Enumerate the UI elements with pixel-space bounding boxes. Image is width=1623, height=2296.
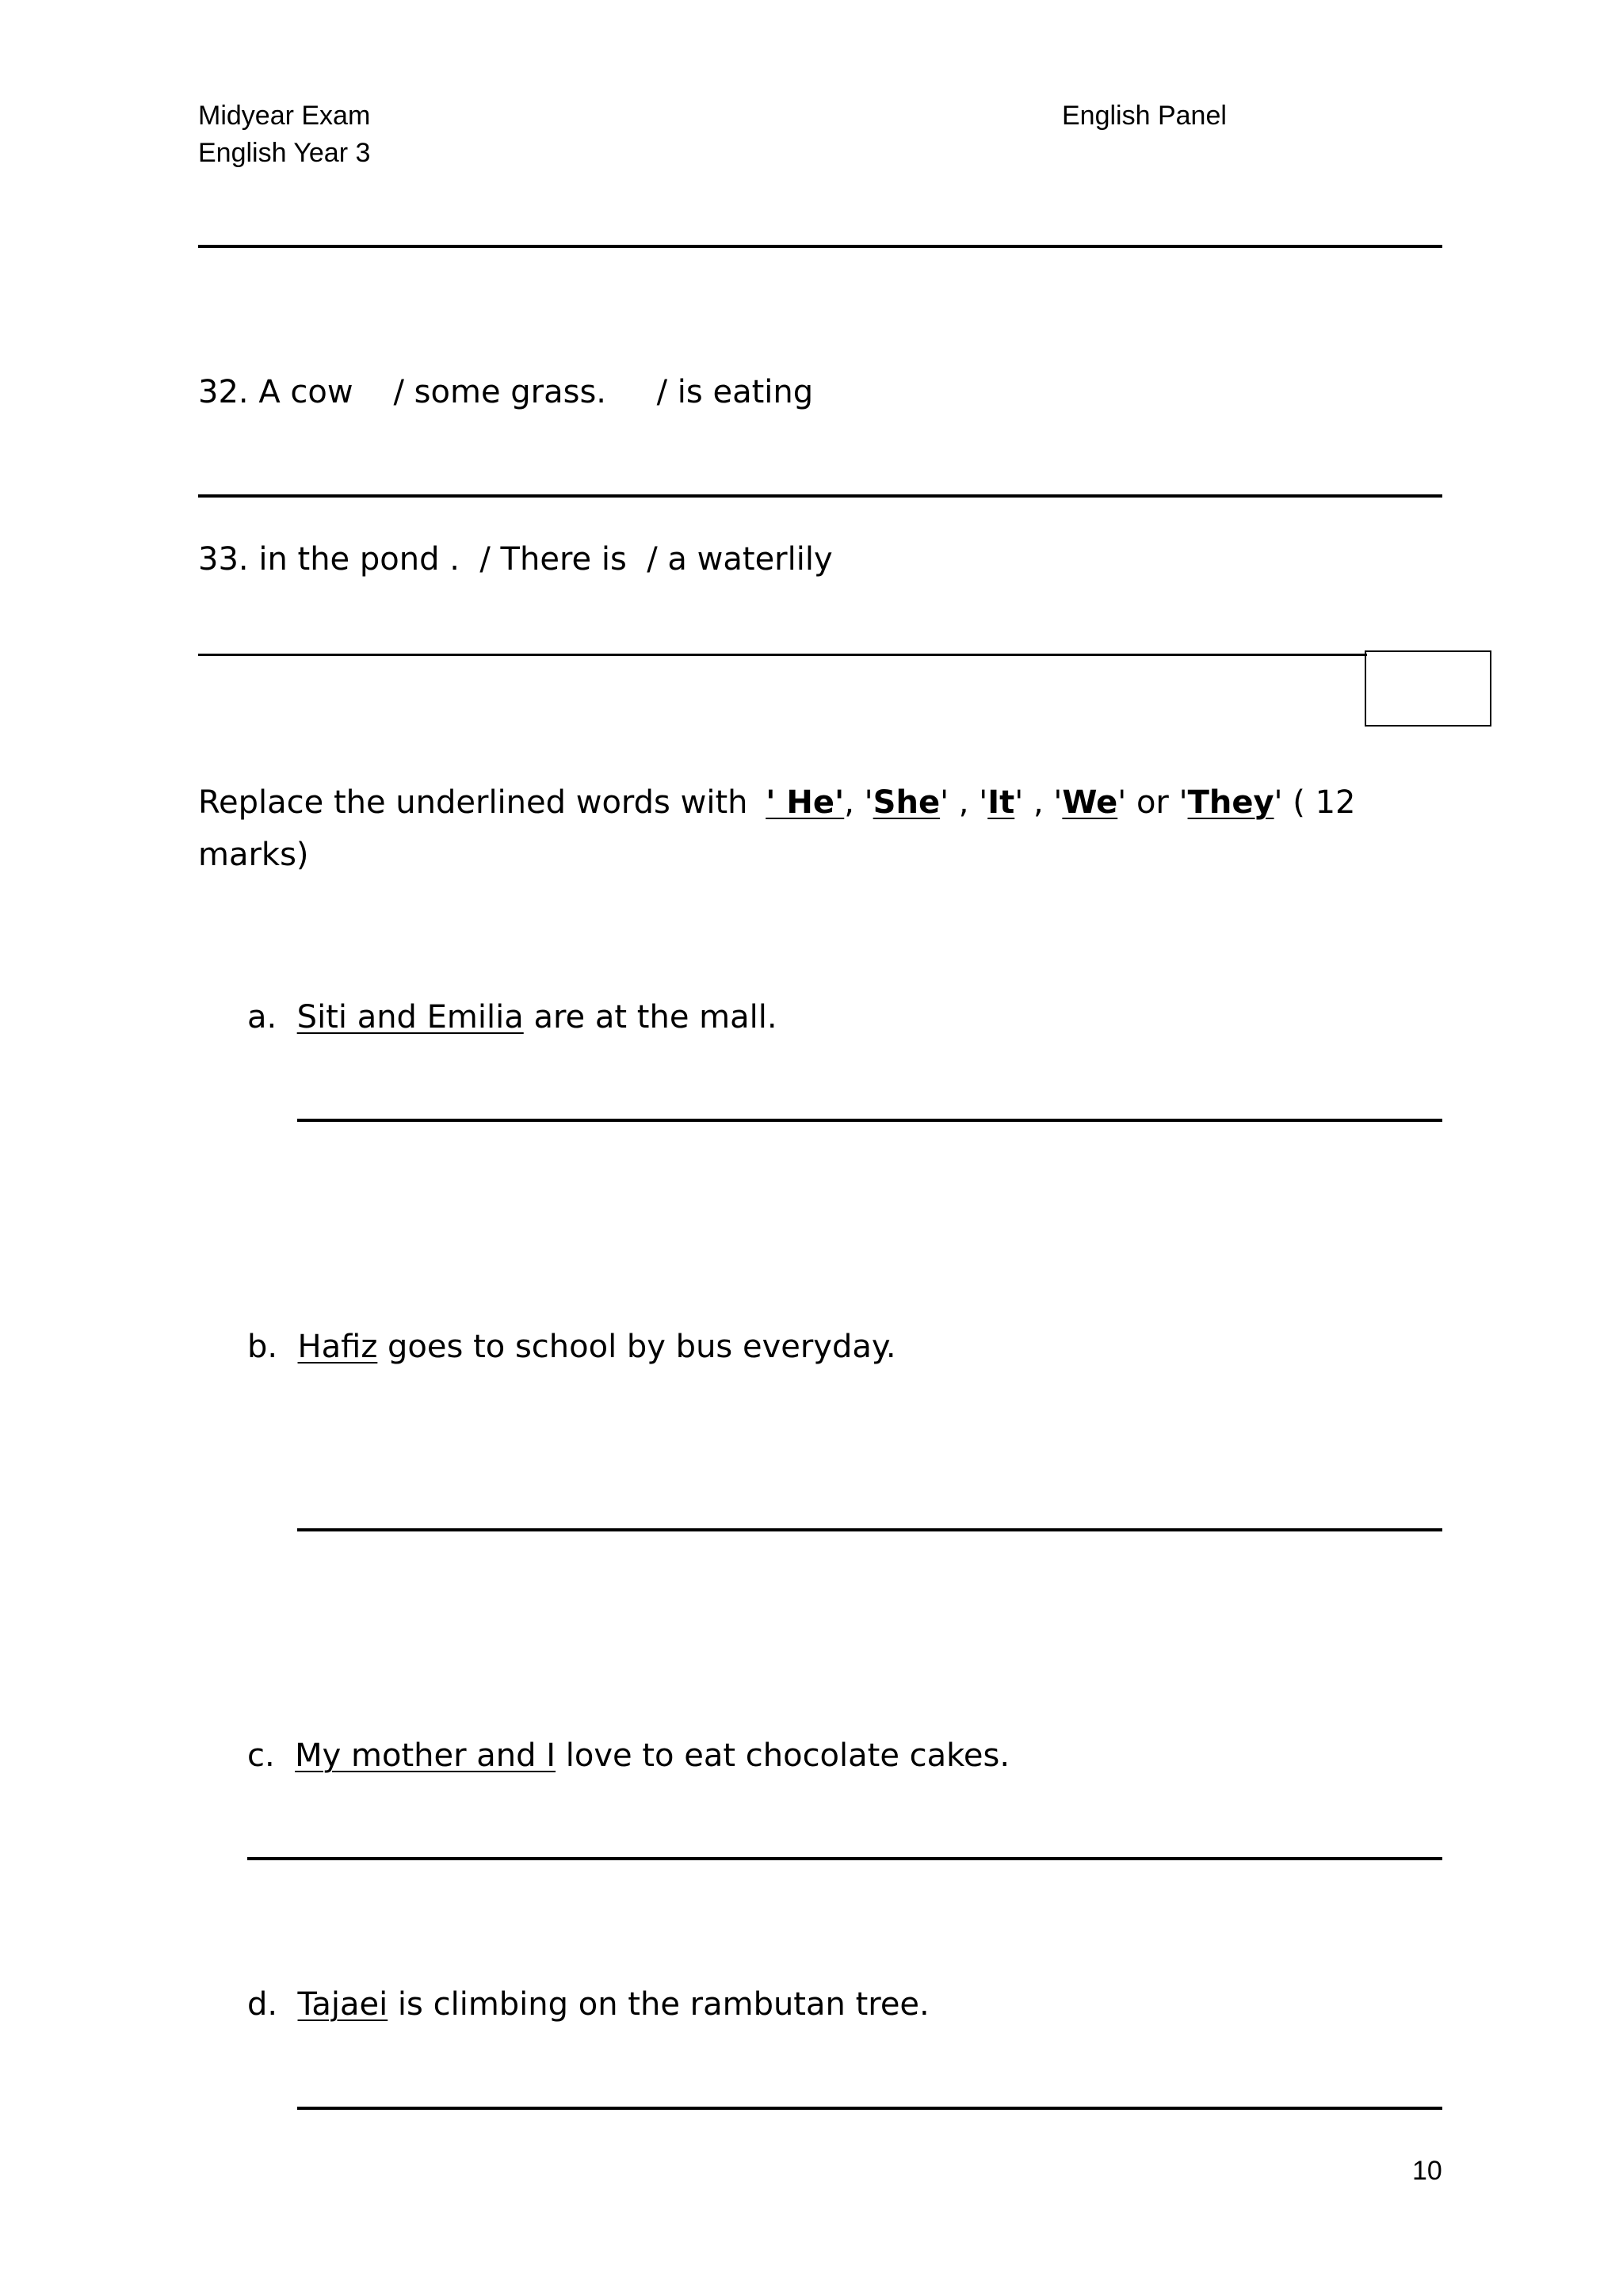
exam-subject-year: English Year 3	[198, 138, 371, 168]
item-a	[247, 1001, 777, 1033]
page-number: 10	[1412, 2156, 1442, 2186]
pronoun-it: It	[987, 784, 1015, 821]
word-group-2: / some grass.	[393, 374, 607, 410]
instruction-text: Replace the underlined words with	[198, 784, 748, 821]
item-c	[247, 1737, 1010, 1774]
exam-panel: English Panel	[1062, 101, 1227, 131]
instruction: Replace the underlined words with ' He', 'She' , 'It' , 'We' or 'They' ( 12 marks)	[198, 784, 1356, 873]
answer-line-b[interactable]	[297, 1528, 1442, 1531]
marks-note: ( 12 marks)	[198, 784, 1356, 873]
word-group-1: A cow	[258, 374, 353, 410]
underlined-subject: My mother and I	[295, 1737, 556, 1774]
answer-line-c[interactable]	[247, 1857, 1442, 1860]
answer-line-32[interactable]	[198, 494, 1442, 498]
item-rest: are at the mall.	[523, 999, 777, 1035]
item-d	[247, 1986, 930, 2023]
answer-line-d[interactable]	[297, 2107, 1442, 2110]
item-rest: goes to school by bus everyday.	[377, 1329, 896, 1365]
question-33	[198, 541, 833, 578]
pronoun-we: We	[1062, 784, 1118, 821]
question-number: 33.	[198, 541, 249, 578]
word-group-3: / is eating	[656, 374, 814, 410]
item-letter: a.	[247, 999, 277, 1035]
answer-line-33[interactable]	[198, 654, 1367, 656]
item-letter: d.	[247, 1986, 278, 2023]
answer-line-a[interactable]	[297, 1119, 1442, 1122]
underlined-subject: Tajaei	[297, 1986, 388, 2023]
pronoun-he: ' He'	[766, 784, 845, 821]
item-rest: is climbing on the rambutan tree.	[388, 1986, 930, 2023]
item-letter: b.	[247, 1329, 278, 1365]
word-group-2: / There is	[479, 541, 627, 578]
item-letter: c.	[247, 1737, 275, 1774]
question-number: 32.	[198, 374, 249, 410]
marks-box	[1365, 650, 1491, 727]
word-group-3: / a waterlily	[647, 541, 833, 578]
underlined-subject: Siti and Emilia	[296, 999, 524, 1035]
item-rest: love to eat chocolate cakes.	[556, 1737, 1010, 1774]
question-32	[198, 376, 813, 408]
answer-line-31[interactable]	[198, 245, 1442, 248]
pronoun-she: She	[873, 784, 941, 821]
instruction-or: or	[1136, 784, 1169, 821]
word-group-1: in the pond .	[258, 541, 460, 578]
pronoun-they: They	[1187, 784, 1274, 821]
underlined-subject: Hafiz	[297, 1329, 378, 1365]
exam-title: Midyear Exam	[198, 101, 371, 131]
item-b	[247, 1331, 896, 1363]
